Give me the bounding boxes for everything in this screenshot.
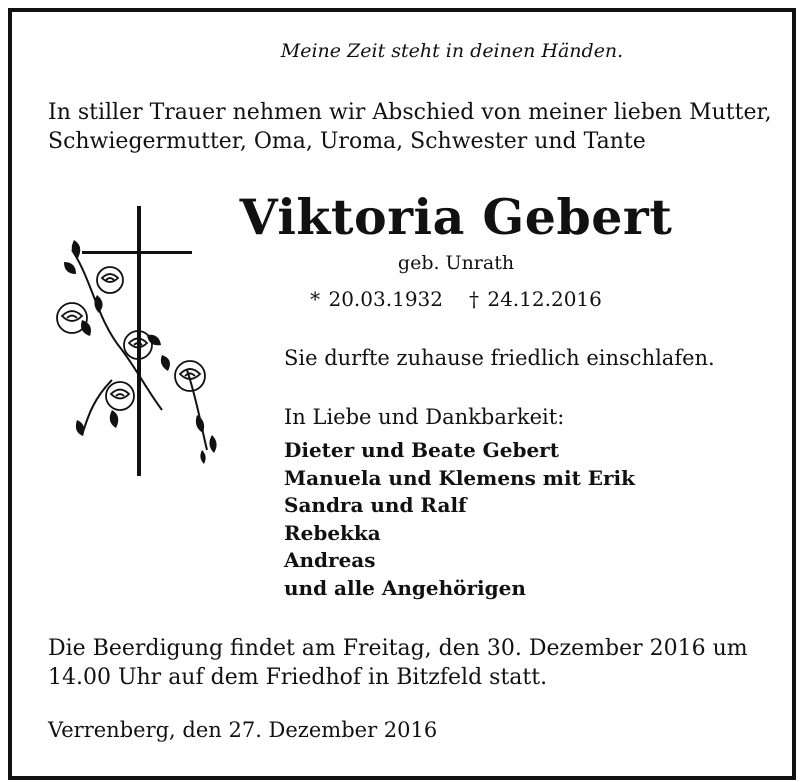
death-date: † 24.12.2016 — [469, 287, 602, 311]
cross-with-roses-icon — [52, 200, 232, 480]
maiden-name: geb. Unrath — [397, 252, 515, 274]
place-date: Verrenberg, den 27. Dezember 2016 — [48, 718, 438, 742]
motto-text: Meine Zeit steht in deinen Händen. — [280, 40, 624, 62]
obituary-frame — [8, 8, 796, 780]
birth-date: * 20.03.1932 — [310, 287, 443, 311]
life-dates — [226, 287, 686, 311]
funeral-line: Die Beerdigung findet am Freitag, den 30. Dezember 2016 um — [48, 636, 748, 661]
mourner-item: Rebekka — [284, 520, 381, 545]
mourner-item: Dieter und Beate Gebert — [284, 438, 559, 462]
intro-line: In stiller Trauer nehmen wir Abschied von meiner lieben Mutter, — [48, 100, 772, 125]
mourners-list — [284, 437, 635, 602]
sleep-text: Sie durfte zuhause friedlich einschlafen. — [284, 346, 715, 370]
intro-line: Schwiegermutter, Oma, Uroma, Schwester und Tante — [48, 129, 646, 154]
funeral-notice — [48, 634, 768, 692]
mourner-item: Sandra und Ralf — [284, 493, 467, 517]
deceased-name: Viktoria Gebert — [239, 188, 673, 246]
intro-text — [48, 98, 788, 156]
thanks-heading: In Liebe und Dankbarkeit: — [284, 405, 565, 429]
mourner-item: und alle Angehörigen — [284, 575, 526, 600]
funeral-line: 14.00 Uhr auf dem Friedhof in Bitzfeld statt. — [48, 665, 548, 690]
mourner-item: Andreas — [284, 548, 376, 572]
mourner-item: Manuela und Klemens mit Erik — [284, 465, 636, 490]
